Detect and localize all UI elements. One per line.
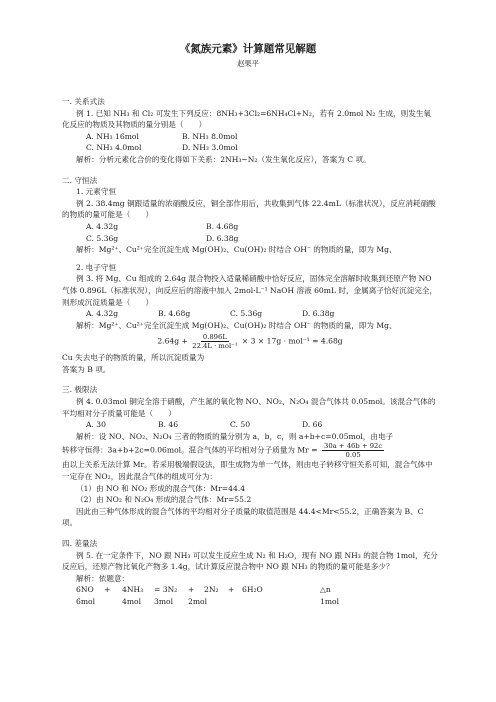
eq-term: + xyxy=(188,585,195,595)
example-1-analysis: 解析：分析元素化合价的变化得如下关系：2NH₃~N₂（发生氧化反应），答案为 C 项。 xyxy=(76,154,371,164)
eq-term: 6H₂O xyxy=(242,585,263,595)
example-4-analysis-1: 解析：设 NO、NO₂、N₂O₄ 三者的物质的量分别为 a，b，c，则 a+b+c=0.05mol，由电子 xyxy=(76,431,394,441)
eq-term: + xyxy=(104,585,111,595)
eq-amount: 4mol xyxy=(122,596,142,606)
eq-amount: 1mol xyxy=(320,596,340,606)
option-d: D. 6.38g xyxy=(206,233,239,243)
example-1-options-2 xyxy=(62,142,438,154)
section-heading: 三. 极限法 xyxy=(62,385,98,395)
option-a: A. 4.32g xyxy=(86,221,119,231)
section-relation xyxy=(62,96,438,608)
reaction-amounts xyxy=(62,596,438,608)
subsection-heading: 2. 电子守恒 xyxy=(76,262,117,272)
example-5-analysis: 解析：依题意： xyxy=(76,573,130,583)
eq-amount: 6mol xyxy=(76,596,96,606)
option-a: A. NH₃ 16mol xyxy=(86,131,139,141)
example-1-options xyxy=(62,131,438,143)
mr-fraction xyxy=(322,442,384,459)
option-d: D. NH₃ 3.0mol xyxy=(182,143,238,153)
option-b: B. 4.68g xyxy=(158,309,191,319)
equation-fraction xyxy=(192,333,237,350)
option-d: D. 6.38g xyxy=(302,309,335,319)
section-heading: 二. 守恒法 xyxy=(62,175,98,185)
example-3-analysis: 解析：Mg²⁺、Cu²⁺完全沉淀生成 Mg(OH)₂、Cu(OH)₂ 时结合 OH⁻ 的物质的量，即为 Mg、 xyxy=(76,320,397,330)
option-c: C. NH₃ 4.0mol xyxy=(86,143,142,153)
option-c: C. 5.36g xyxy=(86,233,119,243)
eq-term: = 3N₂ xyxy=(154,585,178,595)
example-4-options xyxy=(62,419,438,431)
fraction-numerator: 0.896L xyxy=(202,333,227,342)
option-c: C. 50 xyxy=(230,420,251,430)
fraction-denominator: 22.4L · mol⁻¹ xyxy=(192,342,238,351)
equation-suffix: × 3 × 17g · mol⁻¹ = 4.68g xyxy=(241,336,343,346)
example-4-analysis-3: 由以上关系无法计算 Mr。若采用极端假设法，即生成物为单一气体，则由电子转移守恒关系可知，混合气体中一定存在 NO₂，因此混合气体的组成可分为： xyxy=(62,460,433,482)
option-b: B. NH₃ 8.0mol xyxy=(182,131,238,141)
fraction-numerator: 30a + 46b + 92c xyxy=(324,442,383,451)
mr-label: Mr = xyxy=(297,445,318,455)
example-3-analysis-2: Cu 失去电子的物质的量，所以沉淀质量为 xyxy=(62,353,205,363)
option-b: B. 4.68g xyxy=(206,221,239,231)
example-4-conclusion: 因此由三种气体形成的混合气体的平均相对分子质量的取值范围是 44.4<Mr<55.2，正确答案为 B、C 项。 xyxy=(62,506,424,528)
fraction-denominator: 0.05 xyxy=(345,451,361,460)
example-5-question: 例 5. 在一定条件下，NO 跟 NH₃ 可以发生反应生成 N₂ 和 H₂O，现有 NO 跟 NH₃ 的混合物 1mol，充分反应后，还原产物比氧化产物多 1.4g，试计算反应混合物中 NO 跟 NH₃ 的物质的量可能是多少？ xyxy=(62,550,438,572)
case-1: （1）由 NO 和 NO₂ 形成的混合气体：Mr=44.4 xyxy=(76,483,246,493)
option-a: A. 4.32g xyxy=(86,309,119,319)
document-title: 《氮族元素》计算题常见解题 xyxy=(179,43,317,55)
example-4-question: 例 4. 0.03mol 铜完全溶于硝酸，产生氮的氧化物 NO、NO₂、N₂O₄ 混合气体共 0.05mol。该混合气体的平均相对分子质量可能是（ ） xyxy=(62,397,436,418)
example-4-analysis-2 xyxy=(62,442,438,459)
eq-term: 4NH₃ xyxy=(122,585,144,595)
option-b: B. 46 xyxy=(158,420,179,430)
example-2-options xyxy=(62,221,438,233)
case-2: （2）由 NO₂ 和 N₂O₄ 形成的混合气体：Mr=55.2 xyxy=(76,495,252,505)
precipitate-mass-equation xyxy=(62,333,438,350)
example-2-analysis: 解析：Mg²⁺、Cu²⁺完全沉淀生成 Mg(OH)₂、Cu(OH)₂ 时结合 OH⁻ 的物质的量，即为 Mg、 xyxy=(76,245,397,255)
eq-term: 2N₂ xyxy=(204,585,219,595)
option-c: C. 5.36g xyxy=(230,309,263,319)
eq-amount: 3mol xyxy=(154,596,174,606)
example-2-options-2 xyxy=(62,233,438,245)
eq-term: △n xyxy=(320,585,331,595)
equation-prefix: 2.64g + xyxy=(157,336,188,346)
subsection-heading: 1. 元素守恒 xyxy=(76,187,117,197)
author-name: 赵果平 xyxy=(237,59,259,68)
example-1-question: 例 1. 已知 NH₃ 和 Cl₂ 可发生下列反应：8NH₃+3Cl₂=6NH₄Cl+N₂，若有 2.0mol N₂ 生成，则发生氧化反应的物质及其物质的量分别是（ ） xyxy=(62,108,432,130)
example-3-question: 例 3. 将 Mg、Cu 组成的 2.64g 混合物投入适量稀硝酸中恰好反应，固体完全溶解时收集到还原产物 NO 气体 0.896L（标准状况），向反应后的溶液中加入 2mol·L⁻¹ NaOH 溶液 60mL 时，金属离子恰好沉淀完全，则形成沉淀质量是（ ） xyxy=(62,274,438,307)
example-3-options xyxy=(62,308,438,320)
eq-term: 6NO xyxy=(76,585,94,595)
example-2-question: 例 2. 38.4mg 铜跟适量的浓硝酸反应，铜全部作用后，共收集到气体 22.4mL（标准状况），反应消耗硝酸的物质的量可能是（ ） xyxy=(62,198,436,220)
option-a: A. 30 xyxy=(86,420,106,430)
section-heading: 四. 差量法 xyxy=(62,539,98,548)
example-3-answer: 答案为 B 项。 xyxy=(62,364,111,374)
eq-amount: 2mol xyxy=(188,596,208,606)
analysis-text: 转移守恒得：3a+b+2c=0.06mol。混合气体的平均相对分子质量为 xyxy=(62,445,295,455)
option-d: D. 66 xyxy=(302,420,323,430)
section-heading: 一. 关系式法 xyxy=(62,97,105,106)
reaction-equation xyxy=(62,584,438,596)
eq-term: + xyxy=(228,585,235,595)
